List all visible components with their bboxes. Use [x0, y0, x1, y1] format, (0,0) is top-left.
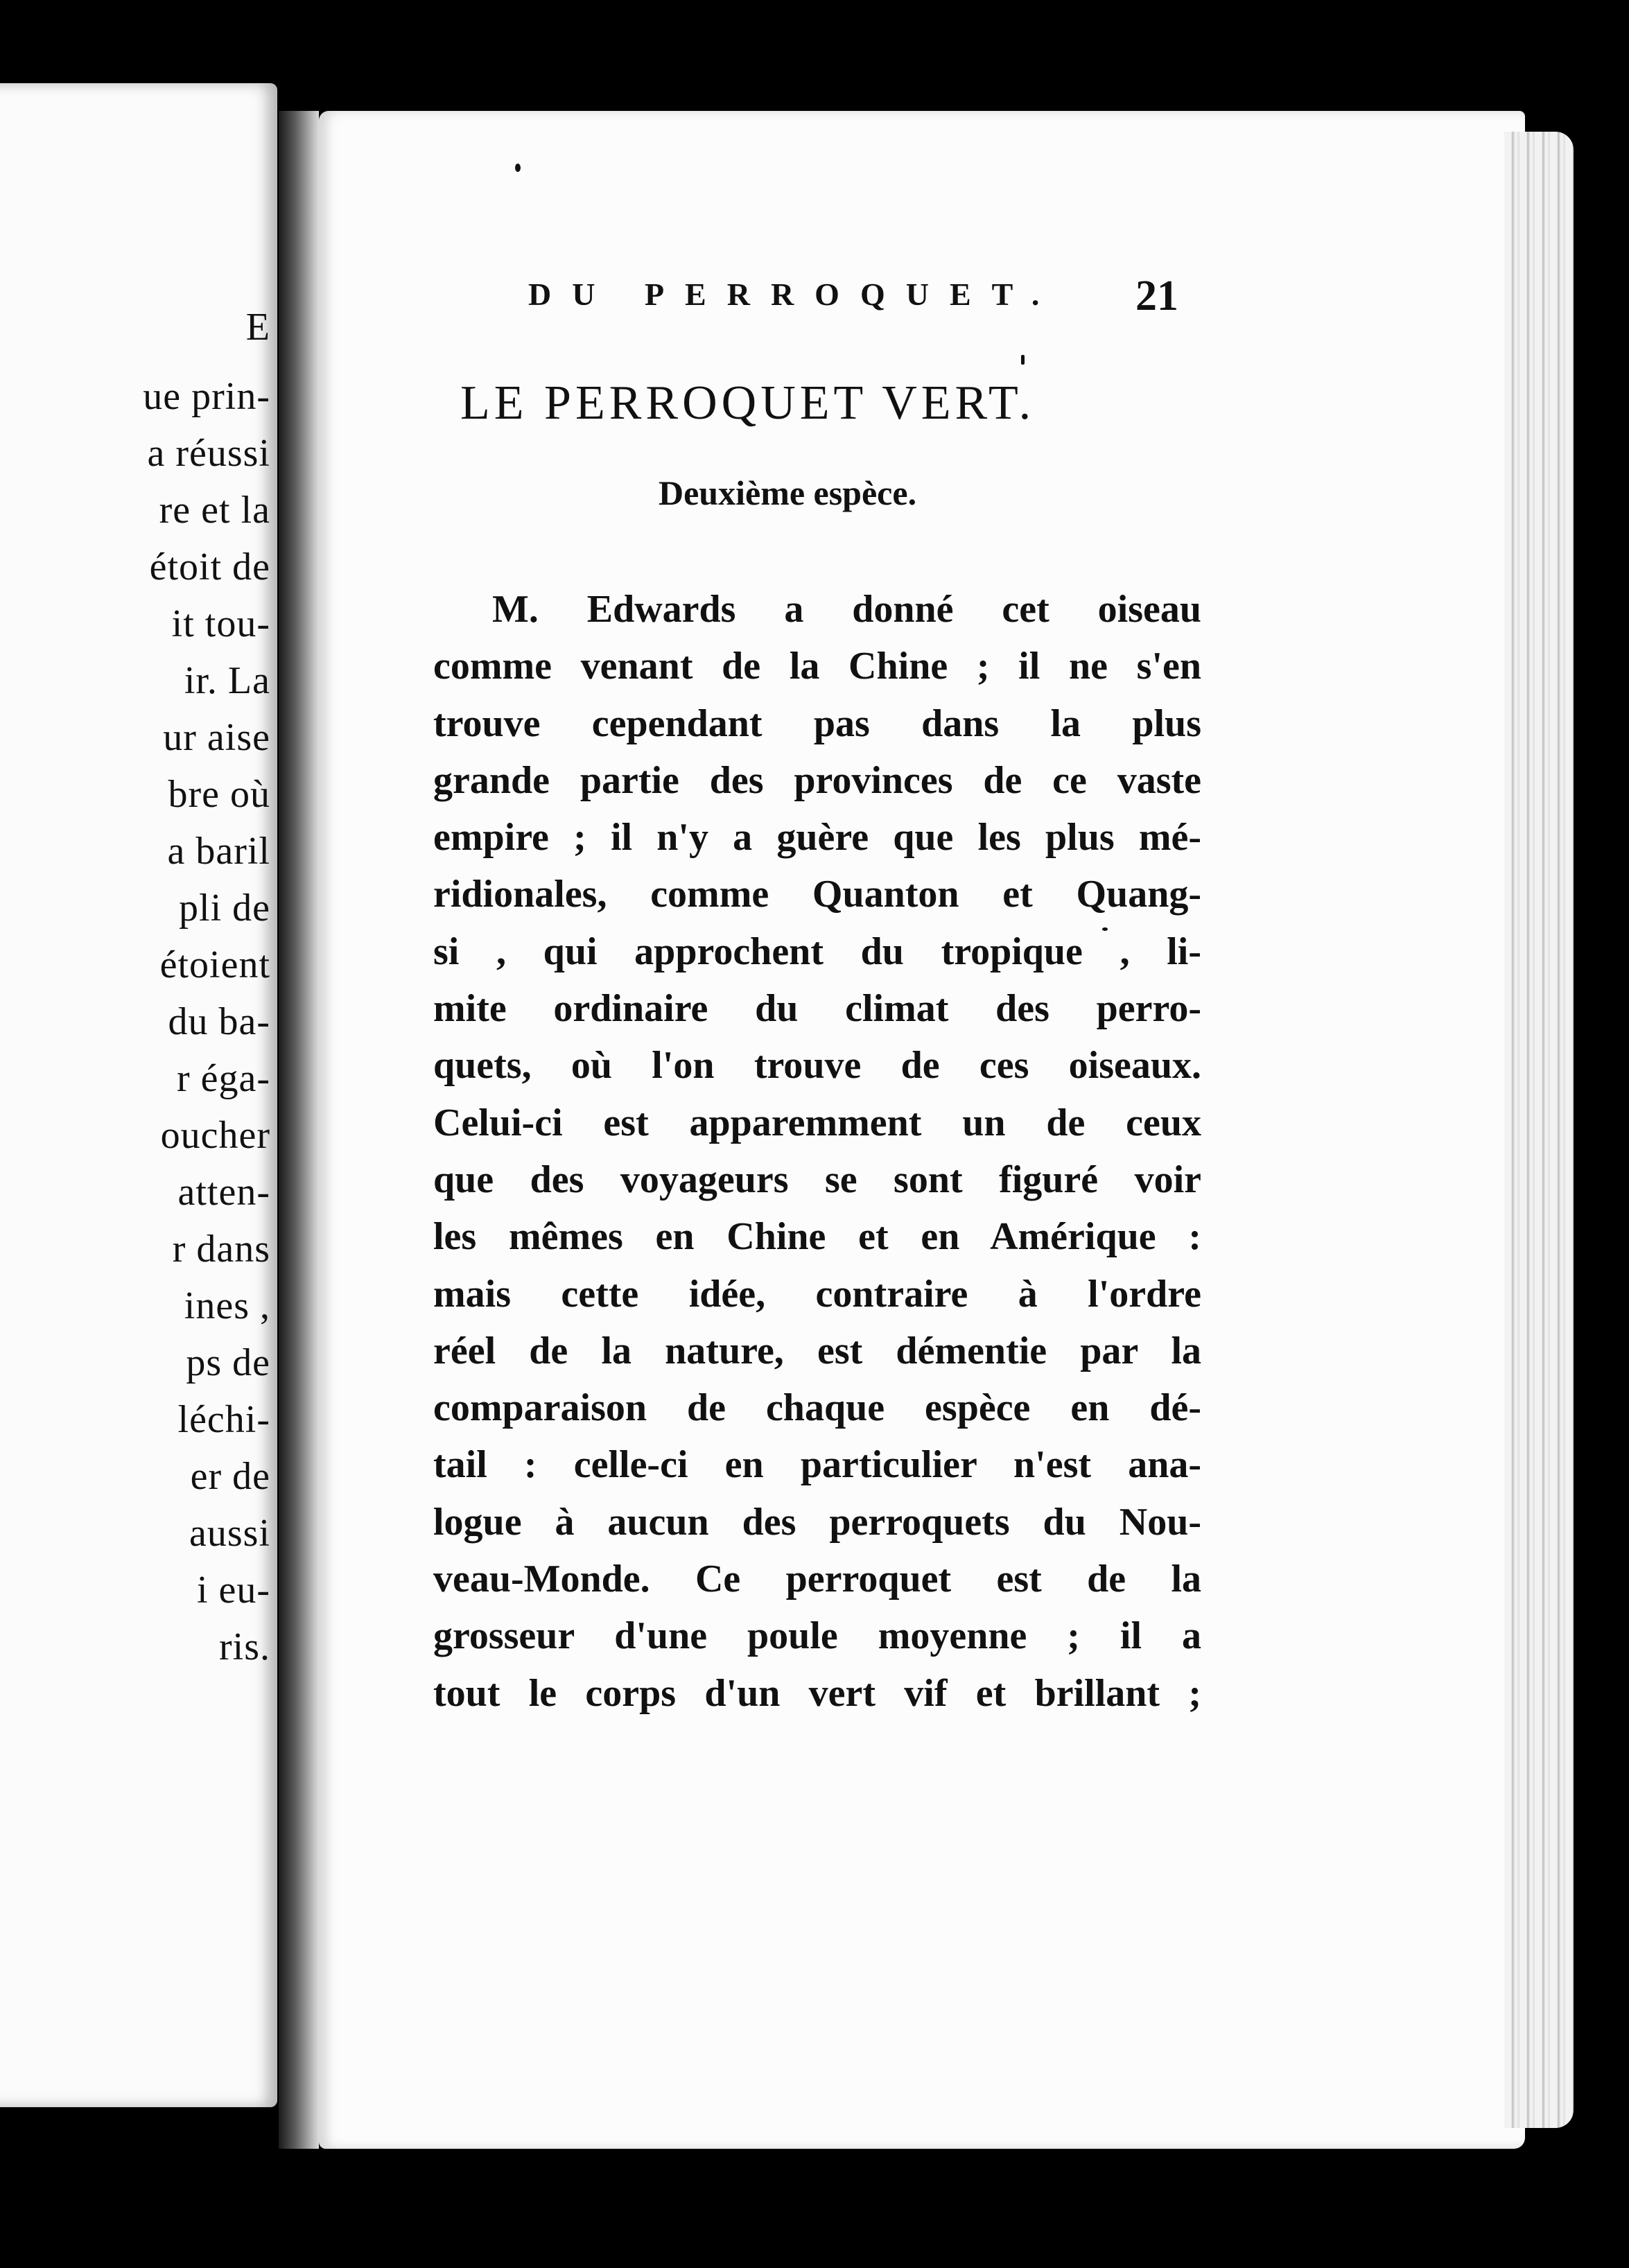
left-page-line: E	[245, 306, 270, 349]
running-head	[528, 272, 1221, 324]
text-line: mite ordinaire du climat des perro-	[433, 987, 1201, 1031]
text-line: grande partie des provinces de ce vaste	[433, 758, 1201, 802]
text-line: M. Edwards a donné cet oiseau	[492, 588, 1201, 631]
page-edges	[1504, 132, 1574, 2128]
left-page-line: ue prin-	[143, 375, 270, 418]
left-page-line: pli de	[179, 887, 270, 930]
left-page-line: léchi-	[177, 1398, 270, 1441]
text-line: réel de la nature, est démentie par la	[433, 1329, 1201, 1372]
text-line: si , qui approchent du tropique , li-	[433, 930, 1201, 973]
text-line: les mêmes en Chine et en Amérique :	[433, 1215, 1201, 1259]
body-text	[433, 581, 1201, 1722]
left-page-line: du ba-	[168, 1000, 270, 1043]
left-page-line: r éga-	[176, 1057, 270, 1100]
left-page-line: i eu-	[196, 1569, 270, 1612]
text-line: trouve cependant pas dans la plus	[433, 701, 1201, 745]
running-title: DU PERROQUET.	[528, 277, 1061, 312]
text-line: veau-Monde. Ce perroquet est de la	[433, 1558, 1201, 1601]
text-line: tout le corps d'un vert vif et brillant ;	[433, 1671, 1201, 1715]
scan-speck	[1021, 355, 1025, 365]
left-page-line: r dans	[172, 1228, 270, 1271]
left-page-line: aussi	[189, 1512, 270, 1555]
scan-speck	[515, 164, 521, 172]
text-line: que des voyageurs se sont figuré voir	[433, 1158, 1201, 1201]
left-page-line: a réussi	[147, 432, 270, 475]
left-page-line: ris.	[219, 1625, 270, 1668]
book-gutter	[279, 111, 319, 2149]
text-line: comme venant de la Chine ; il ne s'en	[433, 645, 1201, 688]
text-line: ridionales, comme Quanton et Quang-	[433, 873, 1201, 916]
species-label: Deuxième espèce.	[659, 473, 917, 512]
left-page-line: atten-	[177, 1171, 270, 1214]
chapter-title: LE PERROQUET VERT.	[460, 376, 1036, 430]
text-line: quets, où l'on trouve de ces oiseaux.	[433, 1044, 1201, 1088]
text-line: logue à aucun des perroquets du Nou-	[433, 1500, 1201, 1544]
left-page-line: re et la	[159, 489, 270, 532]
left-page-line: oucher	[160, 1114, 270, 1157]
left-page-line: ines ,	[184, 1284, 270, 1327]
left-page-fragment	[0, 0, 279, 2268]
left-page-line: bre où	[168, 773, 270, 816]
left-page-line: ps de	[186, 1341, 270, 1384]
left-page-line: étoit de	[149, 546, 270, 588]
left-page-line: a baril	[167, 830, 270, 873]
page-number: 21	[1135, 272, 1178, 320]
text-line: comparaison de chaque espèce en dé-	[433, 1386, 1201, 1430]
left-page-line: er de	[190, 1455, 270, 1498]
text-line: empire ; il n'y a guère que les plus mé-	[433, 816, 1201, 860]
left-page-line: it tou-	[171, 602, 270, 645]
text-line: Celui-ci est apparemment un de ceux	[433, 1101, 1201, 1144]
left-page-line: ur aise	[163, 716, 270, 759]
left-page-line: ir. La	[184, 659, 270, 702]
text-line: tail : celle-ci en particulier n'est ana-	[433, 1443, 1201, 1487]
text-line: mais cette idée, contraire à l'ordre	[433, 1272, 1201, 1316]
left-page-line: étoient	[159, 943, 270, 986]
text-line: grosseur d'une poule moyenne ; il a	[433, 1614, 1201, 1658]
